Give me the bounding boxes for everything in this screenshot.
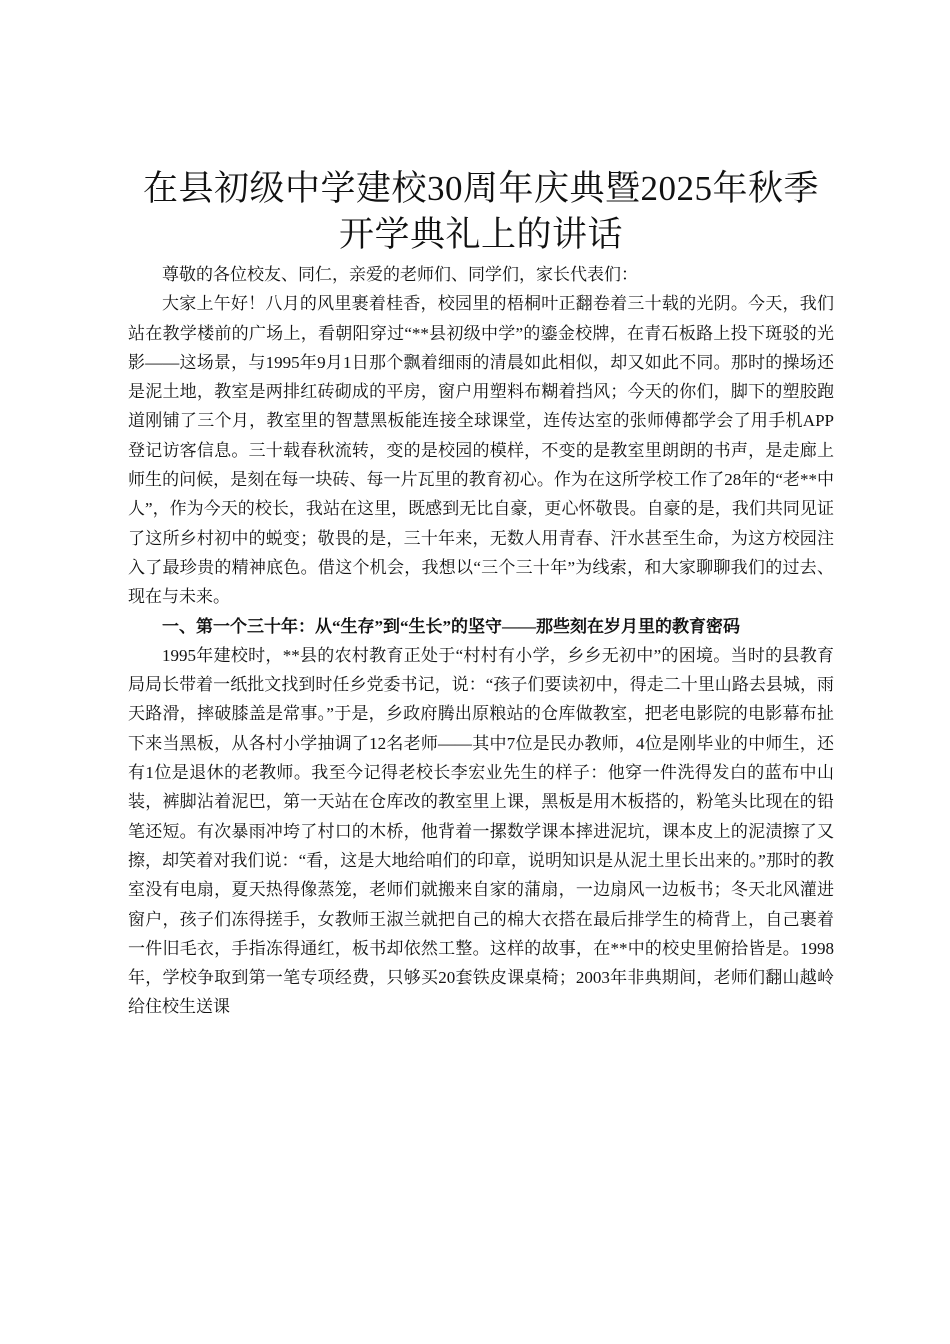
title-line-2: 开学典礼上的讲话 [338,215,623,254]
salutation: 尊敬的各位校友、同仁，亲爱的老师们、同学们，家长代表们： [162,265,638,284]
section-heading-1: 一、第一个三十年：从“生存”到“生长”的坚守——那些刻在岁月里的教育密码 [162,616,740,636]
paragraph-opening: 大家上午好！八月的风里裹着桂香，校园里的梧桐叶正翻卷着三十载的光阴。今天，我们站在教学楼前的广场上，看朝阳穿过“**县初级中学”的鎏金校牌，在青石板路上投下斑驳的光影——这场景，与1995年9月1日那个飘着细雨的清晨如此相似，却又如此不同。那时的操场还是泥土地，教室是两排红砖砌成的平房，窗户用塑料布糊着挡风；今天的你们，脚下的塑胶跑道刚铺了三个月，教室里的智慧黑板能连接全球课堂，连传达室的张师傅都学会了用手机APP登记访客信息。三十载春秋流转，变的是校园的模样，不变的是教室里朗朗的书声，是走廊上师生的问候，是刻在每一块砖、每一片瓦里的教育初心。作为在这所学校工作了28年的“老**中人”，作为今天的校长，我站在这里，既感到无比自豪，更心怀敬畏。自豪的是，我们共同见证了这所乡村初中的蜕变；敬畏的是，三十年来，无数人用青春、汗水甚至生命，为这方校园注入了最珍贵的精神底色。借这个机会，我想以“三个三十年”为线索，和大家聊聊我们的过去、现在与未来。 [128,294,834,607]
paragraph-history: 1995年建校时，**县的农村教育正处于“村村有小学，乡乡无初中”的困境。当时的县教育局局长带着一纸批文找到时任乡党委书记，说：“孩子们要读初中，得走二十里山路去县城，雨天路滑，摔破膝盖是常事。”于是，乡政府腾出原粮站的仓库做教室，把老电影院的电影幕布扯下来当黑板，从各村小学抽调了12名老师——其中7位是民办教师，4位是刚毕业的中师生，还有1位是退休的老教师。我至今记得老校长李宏业先生的样子：他穿一件洗得发白的蓝布中山装，裤脚沾着泥巴，第一天站在仓库改的教室里上课，黑板是用木板搭的，粉笔头比现在的铅笔还短。有次暴雨冲垮了村口的木桥，他背着一摞数学课本摔进泥坑，课本皮上的泥渍擦了又擦，却笑着对我们说：“看，这是大地给咱们的印章，说明知识是从泥土里长出来的。”那时的教室没有电扇，夏天热得像蒸笼，老师们就搬来自家的蒲扇，一边扇风一边板书；冬天北风灌进窗户，孩子们冻得搓手，女教师王淑兰就把自己的棉大衣搭在最后排学生的椅背上，自己裹着一件旧毛衣，手指冻得通红，板书却依然工整。这样的故事，在**中的校史里俯拾皆是。1998年，学校争取到第一笔专项经费，只够买20套铁皮课桌椅；2003年非典期间，老师们翻山越岭给住校生送课 [128,645,834,1017]
title-line-1: 在县初级中学建校30周年庆典暨2025年秋季 [142,169,819,208]
document-body [128,260,834,1022]
document-title [128,166,834,258]
document-page [128,166,834,1022]
